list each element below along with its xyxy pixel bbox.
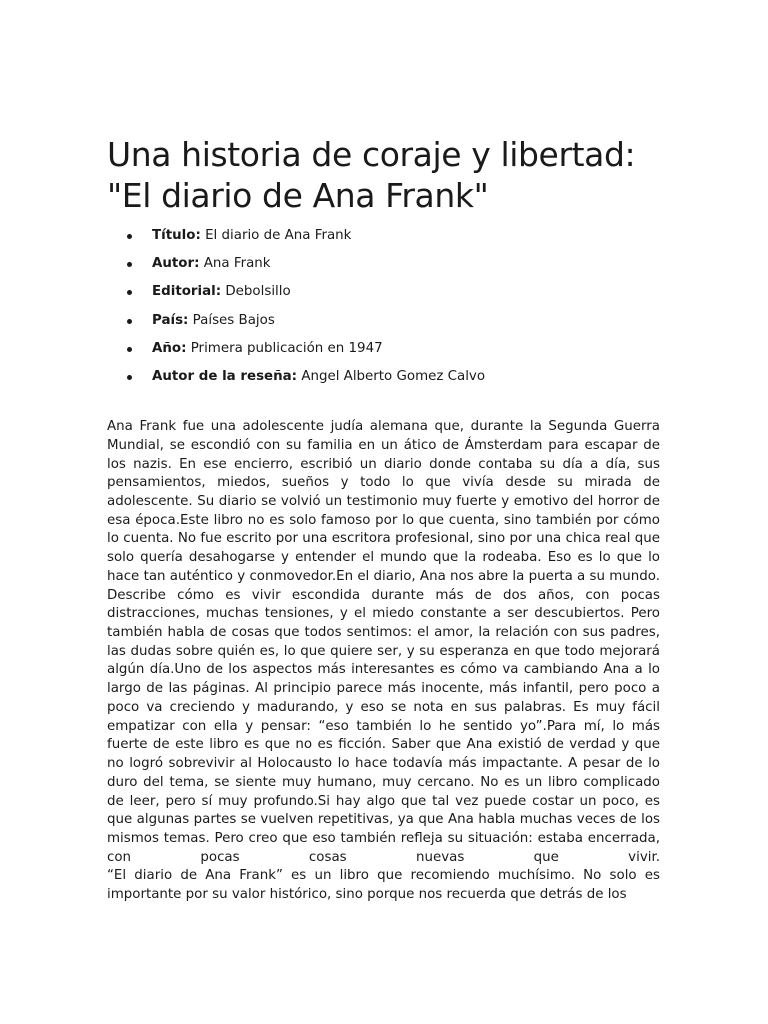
- detail-value: Ana Frank: [203, 256, 271, 272]
- review-body: [107, 418, 660, 905]
- detail-country: [107, 307, 660, 335]
- detail-label: Año:: [152, 340, 187, 356]
- detail-value: Angel Alberto Gomez Calvo: [301, 368, 486, 384]
- detail-title: [107, 222, 660, 250]
- detail-author: [107, 250, 660, 278]
- detail-value: Debolsillo: [225, 284, 291, 300]
- review-paragraph: Ana Frank fue una adolescente judía alemana que, durante la Segunda Guerra Mundial, se escondió con su familia en un ático de Ámsterdam para escapar de los nazis. En ese encierro, escribió un diario donde contaba su día a día, sus pensamientos, miedos, sueños y todo lo que vivía desde su mirada de adolescente. Su diario se volvió un testimonio muy fuerte y emotivo del horror de esa época.Este libro no es solo famoso por lo que cuenta, sino también por cómo lo cuenta. No fue escrito por una escritora profesional, sino por una chica real que solo quería desahogarse y entender el mundo que la rodeaba. Eso es lo que lo hace tan auténtico y conmovedor.En el diario, Ana nos abre la puerta a su mundo. Describe cómo es vivir escondida durante más de dos años, con pocas distracciones, muchas tensiones, y el miedo constante a ser descubiertos. Pero también habla de cosas que todos sentimos: el amor, la relación con sus padres, las dudas sobre quién es, lo que quiere ser, y su esperanza en que todo mejorará algún día.Uno de los aspectos más interesantes es cómo va cambiando Ana a lo largo de las páginas. Al principio parece más inocente, más infantil, pero poco a poco va creciendo y madurando, y eso se nota en sus palabras. Es muy fácil empatizar con ella y pensar: “eso también lo he sentido yo”.Para mí, lo más fuerte de este libro es que no es ficción. Saber que Ana existió de verdad y que no logró sobrevivir al Holocausto lo hace todavía más impactante. A pesar de lo duro del tema, se siente muy humano, muy cercano. No es un libro complicado de leer, pero sí muy profundo.Si hay algo que tal vez puede costar un poco, es que algunas partes se vuelven repetitivas, ya que Ana habla muchas veces de los mismos temas. Pero creo que eso también refleja su situación: estaba encerrada, con pocas cosas nuevas que vivir.: [107, 419, 660, 865]
- book-details-list: [107, 222, 660, 391]
- document-page: [107, 134, 660, 905]
- detail-label: Autor:: [152, 256, 200, 272]
- detail-review-author: [107, 363, 660, 391]
- bullet-icon: [127, 234, 132, 239]
- detail-value: El diario de Ana Frank: [205, 228, 352, 243]
- detail-label: Autor de la reseña:: [152, 368, 298, 384]
- detail-value: Países Bajos: [192, 312, 275, 328]
- bullet-icon: [127, 347, 132, 352]
- review-paragraph: “El diario de Ana Frank” es un libro que recomiendo muchísimo. No solo es importante por su valor histórico, sino porque nos recuerda que detrás de los: [107, 868, 660, 903]
- detail-publisher: [107, 278, 660, 306]
- detail-year: [107, 335, 660, 363]
- detail-label: Título:: [152, 228, 201, 243]
- bullet-icon: [127, 375, 132, 380]
- bullet-icon: [127, 262, 132, 267]
- detail-value: Primera publicación en 1947: [190, 340, 383, 356]
- page-title: Una historia de coraje y libertad: "El diario de Ana Frank": [107, 135, 636, 215]
- bullet-icon: [127, 319, 132, 324]
- bullet-icon: [127, 290, 132, 295]
- detail-label: Editorial:: [152, 284, 222, 300]
- detail-label: País:: [152, 312, 189, 328]
